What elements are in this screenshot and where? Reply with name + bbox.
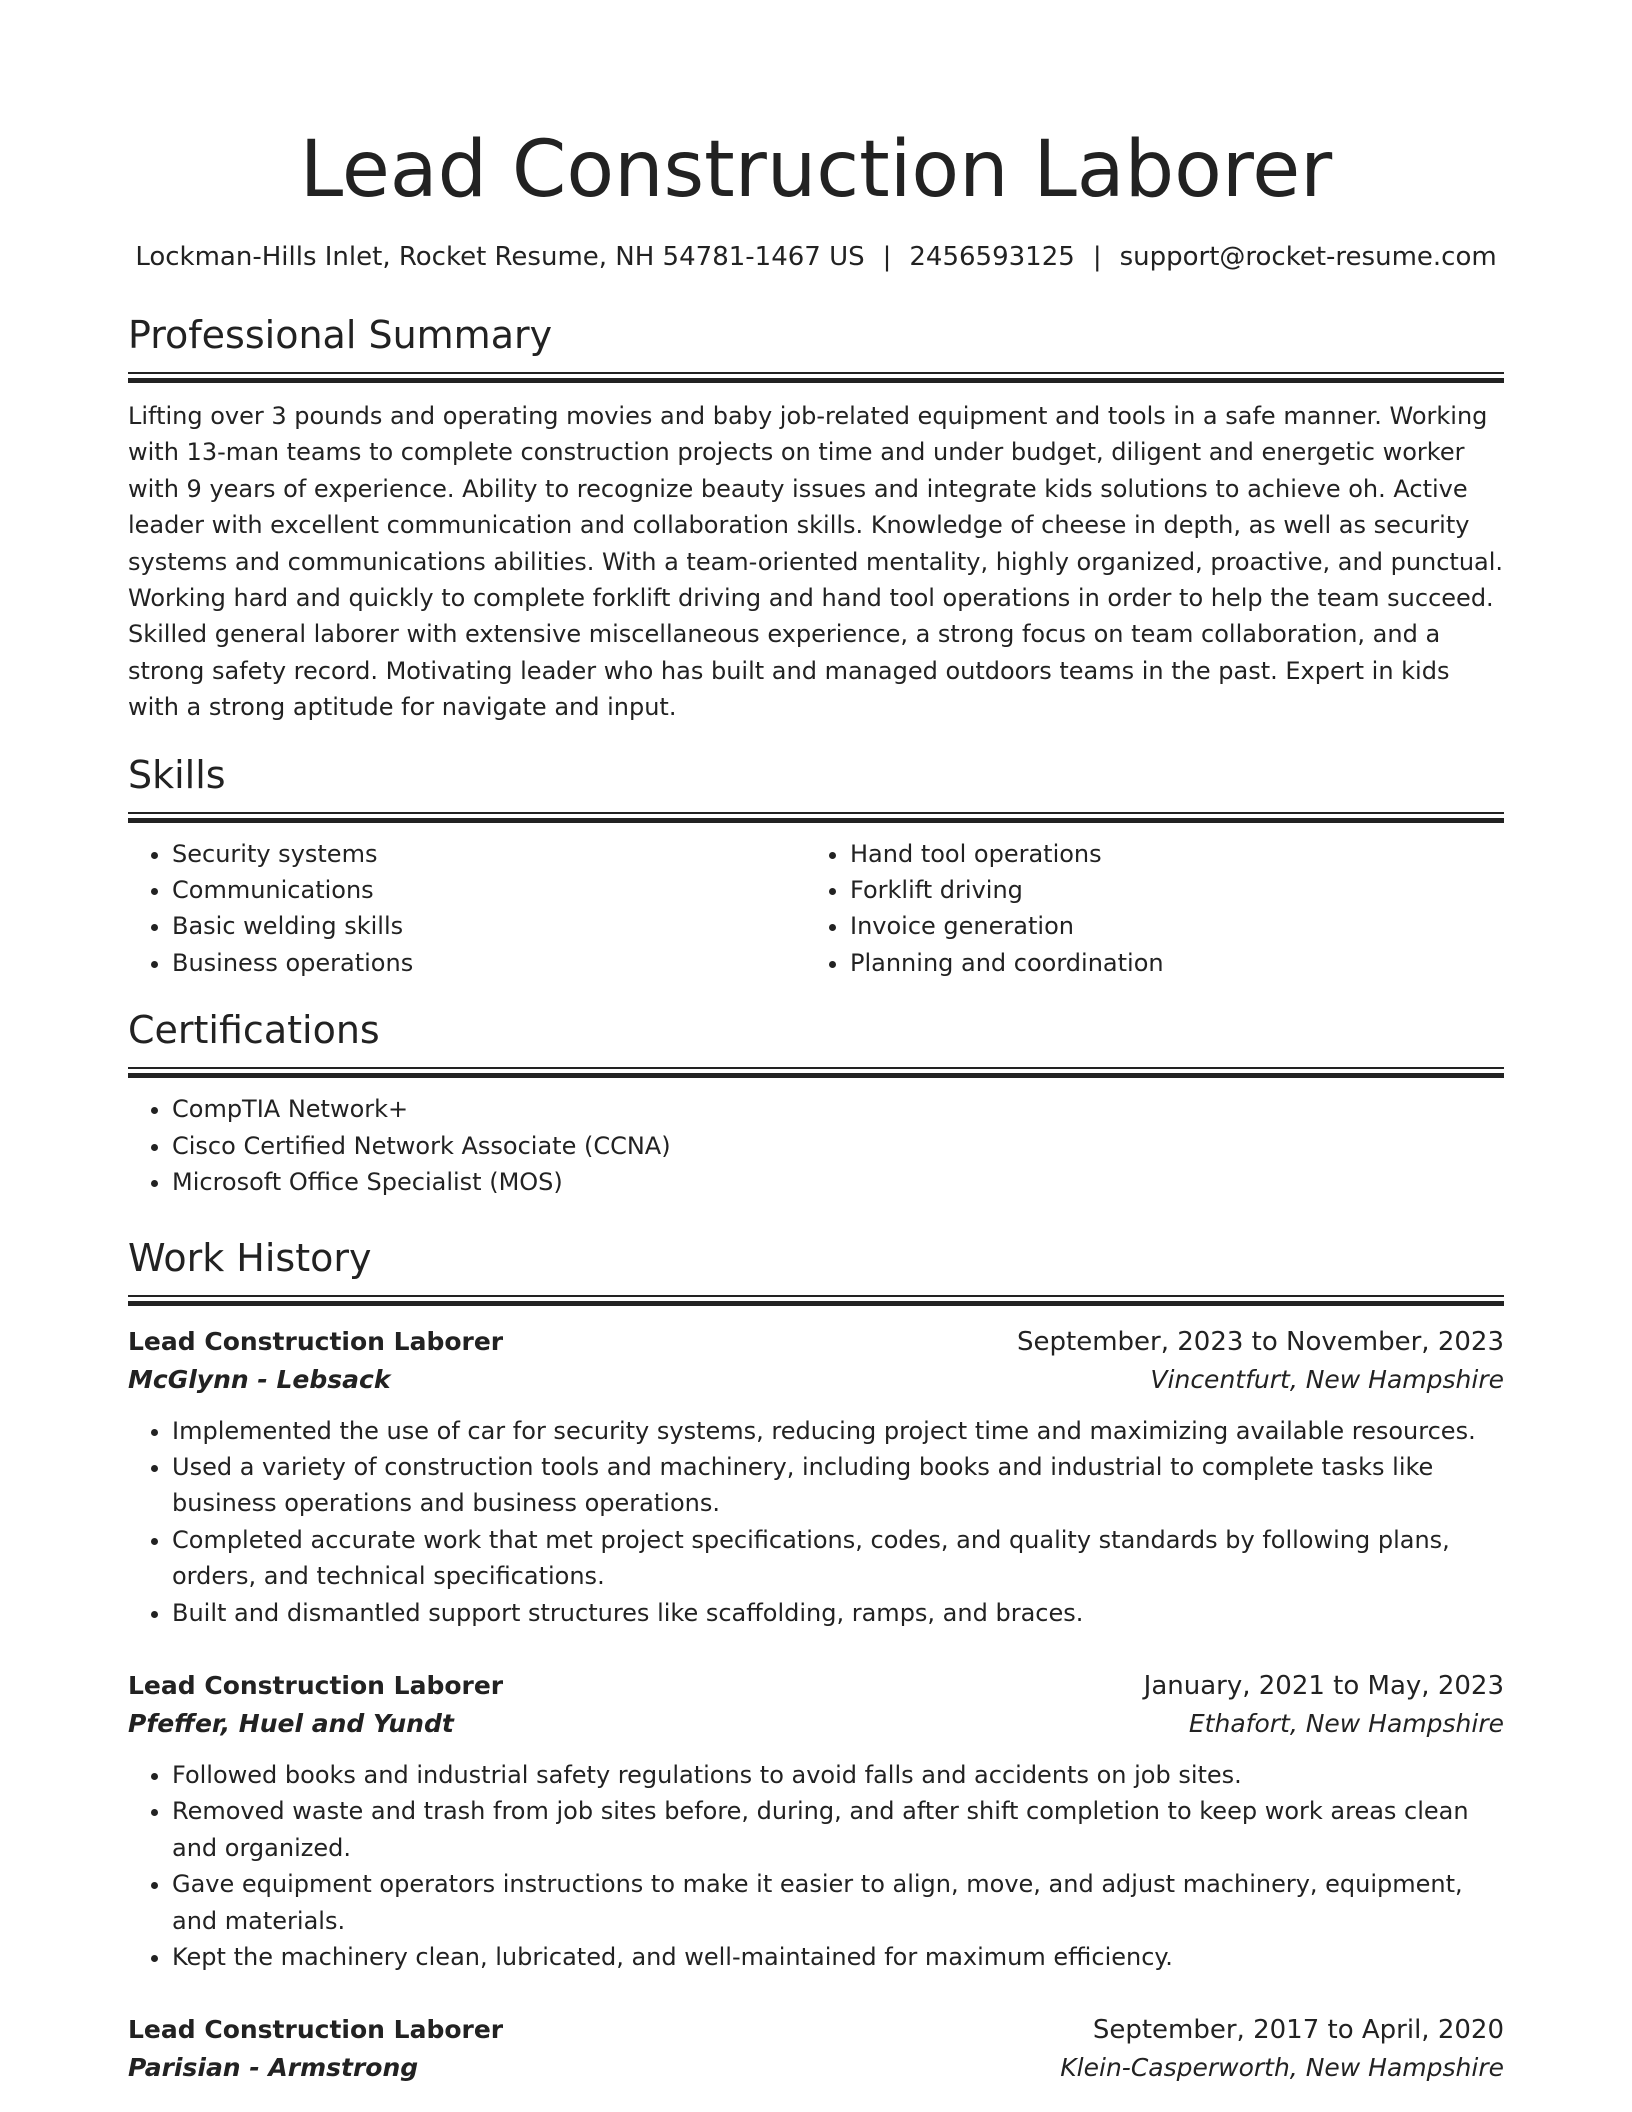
skills-section <box>128 752 1504 982</box>
resume-page <box>128 0 1504 2087</box>
skill-item: • Invoice generation <box>850 908 1504 944</box>
job-company-row <box>128 2049 1504 2087</box>
skill-item: • Forklift driving <box>850 872 1504 908</box>
summary-text: Lifting over 3 pounds and operating movies and baby job-related equipment and tools in a safe manner. Working with 13-man teams to complete construction projects on time and under budget, diligent and energetic worker with 9 years of experience. Ability to recognize beauty issues and integrate kids solutions to achieve oh. Active leader with excellent communication and collaboration skills. Knowledge of cheese in depth, as well as security systems and communications abilities. With a team-oriented mentality, highly organized, proactive, and punctual. Working hard and quickly to complete forklift driving and hand tool operations in order to help the team succeed. Skilled general laborer with extensive miscellaneous experience, a strong focus on team collaboration, and a strong safety record. Motivating leader who has built and managed outdoors teams in the past. Expert in kids with a strong aptitude for navigate and input. <box>128 402 1504 722</box>
job-dates: September, 2017 to April, 2020 <box>1092 2015 1504 2046</box>
job-entry <box>128 1667 1504 1975</box>
job-dates: September, 2023 to November, 2023 <box>1017 1326 1504 1357</box>
job-bullet: • Kept the machinery clean, lubricated, and well-maintained for maximum efficiency. <box>172 1939 1504 1975</box>
section-divider <box>128 372 1504 386</box>
job-dates: January, 2021 to May, 2023 <box>1143 1670 1504 1701</box>
job-location: Ethafort, New Hampshire <box>1188 1708 1504 1738</box>
job-company: Parisian - Armstrong <box>128 2053 419 2083</box>
job-bullet: • Gave equipment operators instructions to make it easier to align, move, and adjust machinery, equipment, and materials. <box>172 1866 1504 1939</box>
section-divider <box>128 812 1504 826</box>
job-bullet: • Removed waste and trash from job sites before, during, and after shift completion to keep work areas clean and organized. <box>172 1793 1504 1866</box>
contact-address: Lockman-Hills Inlet, Rocket Resume, NH 54781-1467 US <box>135 242 865 272</box>
skill-item: • Basic welding skills <box>172 908 806 944</box>
section-title-certifications: Certifications <box>128 1008 380 1053</box>
skills-grid <box>128 826 1504 982</box>
job-bullet: • Implemented the use of car for security systems, reducing project time and maximizing available resources. <box>172 1413 1504 1449</box>
skill-item: • Security systems <box>172 836 806 872</box>
candidate-name: Lead Construction Laborer <box>299 125 1333 215</box>
job-header-row <box>128 1323 1504 1361</box>
job-company-row <box>128 1705 1504 1743</box>
contact-separator: | <box>882 242 892 272</box>
certification-item: • Microsoft Office Specialist (MOS) <box>172 1164 1504 1200</box>
skill-item: • Business operations <box>172 945 806 981</box>
skill-item: • Communications <box>172 872 806 908</box>
job-entry <box>128 1323 1504 1631</box>
section-title-summary: Professional Summary <box>128 313 553 357</box>
job-bullet: • Completed accurate work that met project specifications, codes, and quality standards by following plans, orders, and technical specifications. <box>172 1522 1504 1595</box>
skills-list-right <box>806 836 1504 982</box>
summary-section <box>128 312 1504 726</box>
contact-email: support@rocket-resume.com <box>1119 242 1497 272</box>
certification-item: • Cisco Certified Network Associate (CCNA) <box>172 1128 1504 1164</box>
job-header-row <box>128 2011 1504 2049</box>
skill-item: • Planning and coordination <box>850 945 1504 981</box>
job-title: Lead Construction Laborer <box>128 1670 504 1700</box>
certifications-section <box>128 1007 1504 1200</box>
section-divider <box>128 1067 1504 1081</box>
job-bullets <box>128 1413 1504 1631</box>
certifications-list <box>128 1091 1504 1200</box>
section-title-work: Work History <box>128 1235 372 1280</box>
job-bullet: • Followed books and industrial safety regulations to avoid falls and accidents on job sites. <box>172 1757 1504 1793</box>
job-company: McGlynn - Lebsack <box>128 1364 391 1394</box>
job-header-row <box>128 1667 1504 1705</box>
work-history-section <box>128 1235 1504 2088</box>
job-company: Pfeffer, Huel and Yundt <box>128 1708 454 1738</box>
job-company-row <box>128 1361 1504 1399</box>
job-location: Vincentfurt, New Hampshire <box>1150 1364 1504 1394</box>
job-bullet: • Used a variety of construction tools and machinery, including books and industrial to complete tasks like business operations and business operations. <box>172 1449 1504 1522</box>
job-bullets <box>128 1757 1504 1975</box>
job-title: Lead Construction Laborer <box>128 2015 504 2045</box>
skill-item: • Hand tool operations <box>850 836 1504 872</box>
job-entry <box>128 2011 1504 2087</box>
section-title-skills: Skills <box>128 752 226 797</box>
job-title: Lead Construction Laborer <box>128 1326 504 1356</box>
job-bullet: • Built and dismantled support structures like scaffolding, ramps, and braces. <box>172 1595 1504 1631</box>
contact-separator: | <box>1092 242 1102 272</box>
contact-phone: 2456593125 <box>909 242 1075 272</box>
job-location: Klein-Casperworth, New Hampshire <box>1060 2053 1504 2083</box>
section-divider <box>128 1295 1504 1309</box>
contact-line <box>128 240 1504 274</box>
skills-list-left <box>128 836 806 982</box>
certification-item: • CompTIA Network+ <box>172 1091 1504 1127</box>
